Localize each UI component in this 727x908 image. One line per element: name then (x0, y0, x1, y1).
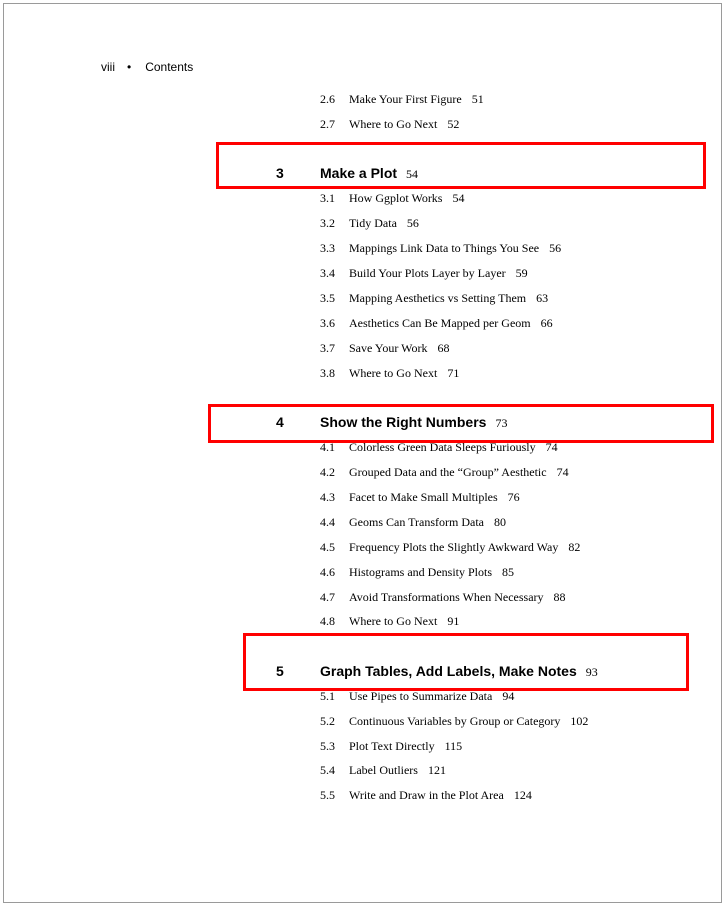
toc-section-entry (320, 565, 514, 580)
chapter-highlight-box (243, 633, 689, 691)
section-page: 91 (447, 614, 460, 628)
section-title: Grouped Data and the “Group” Aesthetic (349, 465, 547, 479)
chapter-number: 4 (276, 414, 284, 430)
section-number: 4.3 (320, 490, 335, 504)
section-title: Where to Go Next (349, 614, 438, 628)
toc-section-entry (320, 590, 566, 605)
toc-section-entry (320, 490, 520, 505)
section-page: 68 (437, 341, 450, 355)
section-title: Continuous Variables by Group or Category (349, 714, 561, 728)
section-title: Plot Text Directly (349, 739, 435, 753)
section-page: 88 (553, 590, 566, 604)
section-title: Geoms Can Transform Data (349, 515, 484, 529)
section-number: 2.6 (320, 92, 335, 106)
toc-section-entry (320, 241, 561, 256)
section-page: 54 (452, 191, 465, 205)
section-number: 4.1 (320, 440, 335, 454)
toc-section-entry (320, 540, 580, 555)
toc-section-entry (320, 341, 450, 356)
toc-section-entry (320, 515, 506, 530)
toc-section-entry (320, 266, 528, 281)
chapter-title: Show the Right Numbers (320, 414, 487, 430)
section-title: Where to Go Next (349, 366, 438, 380)
section-page: 80 (494, 515, 506, 529)
toc-section-entry (320, 614, 459, 629)
section-page: 121 (427, 763, 446, 777)
section-number: 5.2 (320, 714, 335, 728)
section-page: 82 (568, 540, 581, 554)
section-number: 3.5 (320, 291, 335, 305)
section-title: Aesthetics Can Be Mapped per Geom (349, 316, 531, 330)
section-number: 5.4 (320, 763, 335, 777)
section-number: 5.5 (320, 788, 335, 802)
bullet-separator: • (127, 60, 132, 74)
toc-section-entry (320, 763, 446, 778)
section-number: 4.7 (320, 590, 335, 604)
section-page: 59 (515, 266, 528, 280)
section-number: 3.2 (320, 216, 335, 230)
section-title: Label Outliers (349, 763, 418, 777)
section-number: 4.2 (320, 465, 335, 479)
section-page: 66 (540, 316, 553, 330)
section-title: Mappings Link Data to Things You See (349, 241, 540, 255)
section-number: 2.7 (320, 117, 335, 131)
toc-section-entry (320, 714, 588, 729)
section-page: 76 (507, 490, 520, 504)
toc-section-entry (320, 465, 569, 480)
section-page: 56 (406, 216, 419, 230)
chapter-title: Graph Tables, Add Labels, Make Notes (320, 663, 577, 679)
chapter-highlight-box (216, 142, 706, 189)
section-title: Avoid Transformations When Necessary (349, 590, 544, 604)
toc-section-entry (320, 291, 548, 306)
section-title: Mapping Aesthetics vs Setting Them (349, 291, 527, 305)
section-title: Tidy Data (349, 216, 397, 230)
section-title: Write and Draw in the Plot Area (349, 788, 504, 802)
chapter-page: 54 (406, 167, 419, 181)
chapter-page: 93 (585, 665, 598, 679)
section-title: Frequency Plots the Slightly Awkward Way (349, 540, 559, 554)
toc-section-entry (320, 366, 459, 381)
running-head (101, 60, 193, 74)
toc-section-entry (320, 788, 532, 803)
section-page: 115 (444, 739, 463, 753)
section-number: 3.8 (320, 366, 335, 380)
section-number: 4.4 (320, 515, 335, 529)
section-title: Build Your Plots Layer by Layer (349, 266, 506, 280)
page-number: viii (101, 60, 115, 74)
section-number: 3.4 (320, 266, 335, 280)
toc-section-entry (320, 92, 484, 107)
section-number: 5.1 (320, 689, 335, 703)
section-page: 52 (447, 117, 460, 131)
toc-section-entry (320, 739, 462, 754)
toc-section-entry (320, 117, 459, 132)
section-page: 85 (502, 565, 514, 579)
section-title: Make Your First Figure (349, 92, 462, 106)
section-number: 3.7 (320, 341, 335, 355)
toc-section-entry (320, 216, 419, 231)
running-head-title: Contents (145, 60, 194, 74)
section-title: Use Pipes to Summarize Data (349, 689, 493, 703)
section-page: 63 (536, 291, 549, 305)
section-title: Save Your Work (349, 341, 428, 355)
section-number: 3.3 (320, 241, 335, 255)
chapter-page: 73 (495, 416, 508, 430)
section-page: 56 (549, 241, 562, 255)
section-number: 4.8 (320, 614, 335, 628)
section-number: 3.1 (320, 191, 335, 205)
section-number: 4.6 (320, 565, 335, 579)
toc-section-entry (320, 689, 514, 704)
section-page: 124 (513, 788, 532, 802)
section-page: 51 (471, 92, 484, 106)
chapter-number: 3 (276, 165, 284, 181)
section-page: 74 (556, 465, 569, 479)
section-title: Colorless Green Data Sleeps Furiously (349, 440, 536, 454)
section-title: How Ggplot Works (349, 191, 443, 205)
section-title: Histograms and Density Plots (349, 565, 492, 579)
section-page: 94 (502, 689, 515, 703)
section-page: 102 (570, 714, 589, 728)
section-title: Facet to Make Small Multiples (349, 490, 498, 504)
section-title: Where to Go Next (349, 117, 438, 131)
chapter-number: 5 (276, 663, 284, 679)
section-page: 71 (447, 366, 460, 380)
section-number: 4.5 (320, 540, 335, 554)
section-number: 5.3 (320, 739, 335, 753)
toc-section-entry (320, 316, 553, 331)
chapter-title: Make a Plot (320, 165, 398, 181)
chapter-highlight-box (208, 404, 714, 443)
section-number: 3.6 (320, 316, 335, 330)
section-page: 74 (545, 440, 558, 454)
toc-section-entry (320, 191, 464, 206)
